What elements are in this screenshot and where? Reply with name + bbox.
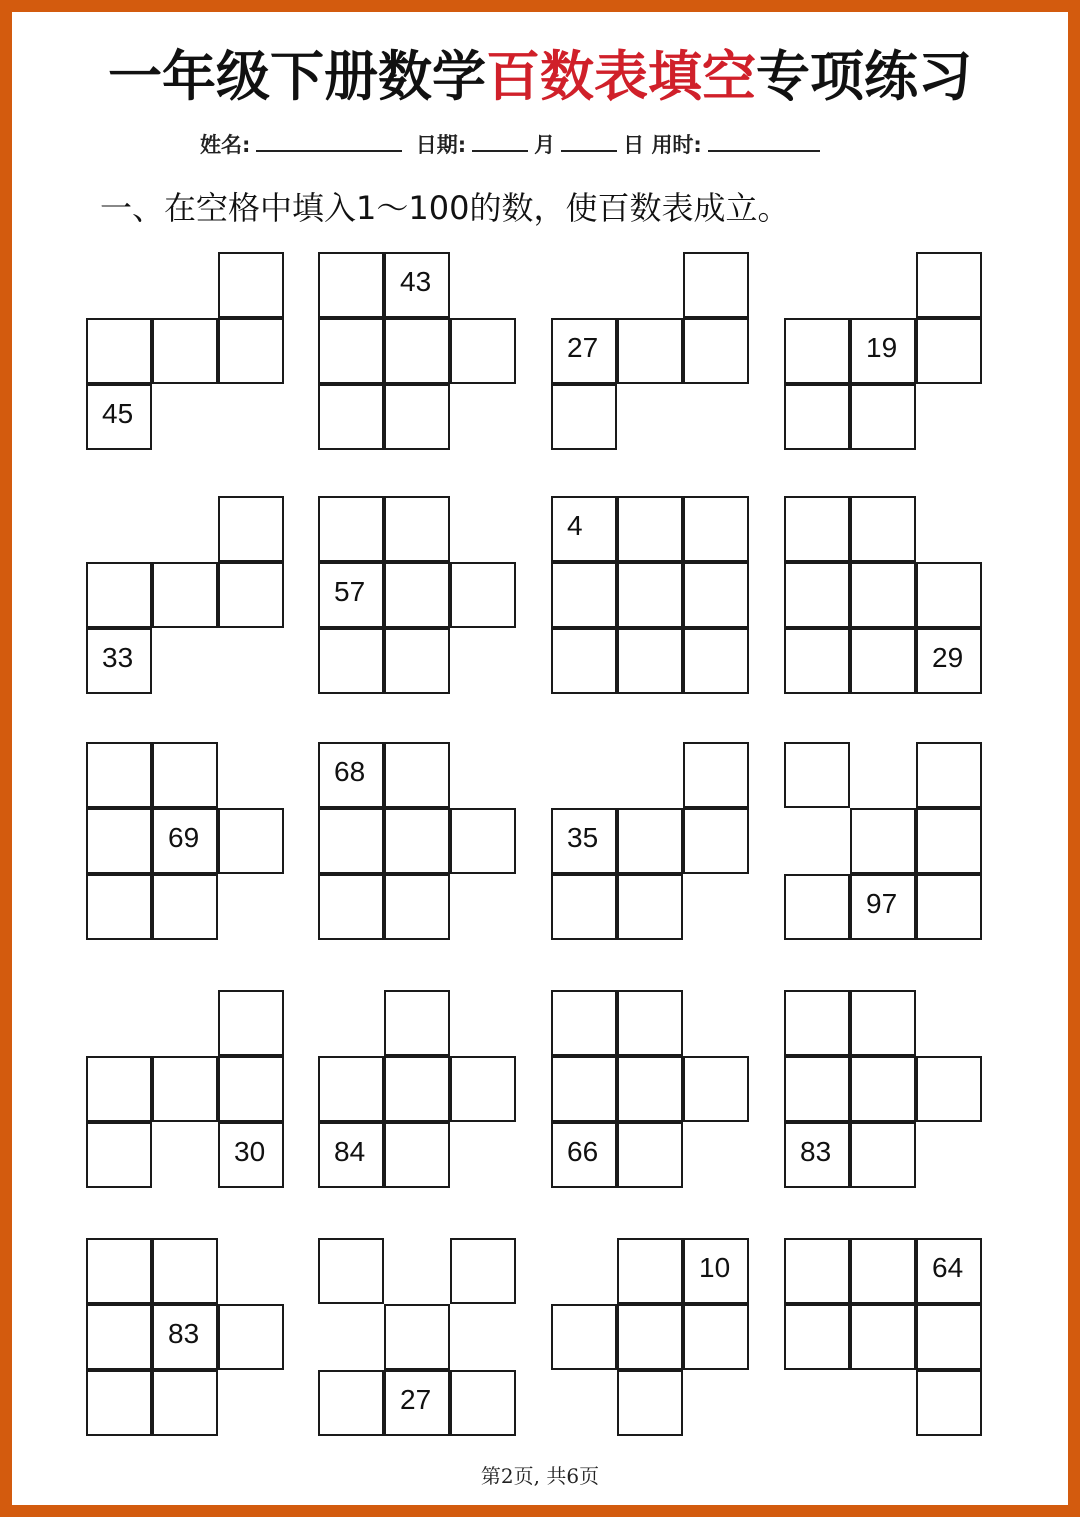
given-number: 69	[168, 822, 200, 853]
blank-answer-cell[interactable]	[450, 562, 516, 628]
blank-answer-cell[interactable]	[318, 1370, 384, 1436]
given-number-cell	[86, 384, 152, 450]
blank-answer-cell[interactable]	[617, 562, 683, 628]
blank-answer-cell[interactable]	[683, 742, 749, 808]
page-footer: 第2页, 共6页	[480, 1464, 600, 1488]
blank-answer-cell[interactable]	[617, 1238, 683, 1304]
blank-answer-cell[interactable]	[784, 318, 850, 384]
student-info-line	[200, 128, 826, 162]
blank-answer-cell[interactable]	[850, 496, 916, 562]
blank-answer-cell[interactable]	[218, 252, 284, 318]
blank-answer-cell[interactable]	[683, 252, 749, 318]
given-number-cell	[218, 1122, 284, 1188]
given-number-cell	[86, 628, 152, 694]
blank-answer-cell[interactable]	[384, 990, 450, 1056]
day-blank[interactable]	[561, 128, 617, 152]
given-number-cell	[384, 1370, 450, 1436]
month-label: 月	[534, 133, 556, 157]
blank-answer-cell[interactable]	[551, 628, 617, 694]
name-blank[interactable]	[256, 128, 402, 152]
given-number: 57	[334, 576, 366, 607]
blank-answer-cell[interactable]	[850, 1238, 916, 1304]
blank-answer-cell[interactable]	[784, 990, 850, 1056]
given-number-cell	[551, 808, 617, 874]
blank-answer-cell[interactable]	[617, 1370, 683, 1436]
blank-answer-cell[interactable]	[850, 562, 916, 628]
blank-answer-cell[interactable]	[86, 1370, 152, 1436]
blank-answer-cell[interactable]	[318, 496, 384, 562]
blank-answer-cell[interactable]	[152, 1238, 218, 1304]
blank-answer-cell[interactable]	[152, 1056, 218, 1122]
blank-answer-cell[interactable]	[850, 384, 916, 450]
blank-answer-cell[interactable]	[916, 1304, 982, 1370]
blank-answer-cell[interactable]	[617, 874, 683, 940]
given-number-cell	[318, 742, 384, 808]
given-number-cell	[784, 1122, 850, 1188]
given-number: 33	[102, 642, 134, 673]
blank-answer-cell[interactable]	[450, 1370, 516, 1436]
given-number: 35	[567, 822, 599, 853]
blank-answer-cell[interactable]	[86, 562, 152, 628]
blank-answer-cell[interactable]	[784, 874, 850, 940]
blank-answer-cell[interactable]	[850, 990, 916, 1056]
blank-answer-cell[interactable]	[551, 1056, 617, 1122]
blank-answer-cell[interactable]	[551, 990, 617, 1056]
blank-answer-cell[interactable]	[450, 1056, 516, 1122]
blank-answer-cell[interactable]	[384, 1056, 450, 1122]
given-number: 29	[932, 642, 964, 673]
blank-answer-cell[interactable]	[683, 318, 749, 384]
blank-answer-cell[interactable]	[683, 1056, 749, 1122]
blank-answer-cell[interactable]	[784, 384, 850, 450]
blank-answer-cell[interactable]	[551, 1304, 617, 1370]
blank-answer-cell[interactable]	[218, 1056, 284, 1122]
blank-answer-cell[interactable]	[784, 1056, 850, 1122]
title-part-3: 专项练习	[756, 45, 972, 108]
day-label: 日	[623, 133, 645, 157]
blank-answer-cell[interactable]	[218, 318, 284, 384]
given-number-cell	[152, 808, 218, 874]
blank-answer-cell[interactable]	[86, 318, 152, 384]
given-number-cell	[318, 562, 384, 628]
blank-answer-cell[interactable]	[916, 318, 982, 384]
given-number: 30	[234, 1136, 266, 1167]
blank-answer-cell[interactable]	[784, 628, 850, 694]
blank-answer-cell[interactable]	[617, 1056, 683, 1122]
blank-answer-cell[interactable]	[318, 1238, 384, 1304]
title-part-1: 一年级下册数学	[108, 45, 486, 108]
given-number: 83	[800, 1136, 832, 1167]
blank-answer-cell[interactable]	[218, 562, 284, 628]
blank-answer-cell[interactable]	[384, 742, 450, 808]
given-number-cell	[683, 1238, 749, 1304]
blank-answer-cell[interactable]	[318, 808, 384, 874]
blank-answer-cell[interactable]	[916, 874, 982, 940]
blank-answer-cell[interactable]	[916, 742, 982, 808]
blank-answer-cell[interactable]	[384, 628, 450, 694]
given-number: 4	[567, 510, 583, 541]
time-label: 用时:	[651, 133, 702, 157]
given-number-cell	[318, 1122, 384, 1188]
blank-answer-cell[interactable]	[916, 808, 982, 874]
blank-answer-cell[interactable]	[683, 496, 749, 562]
blank-answer-cell[interactable]	[683, 808, 749, 874]
date-label: 日期:	[415, 133, 467, 157]
blank-answer-cell[interactable]	[617, 628, 683, 694]
given-number-cell	[551, 496, 617, 562]
blank-answer-cell[interactable]	[218, 990, 284, 1056]
worksheet-title	[0, 40, 1080, 114]
given-number: 97	[866, 888, 898, 919]
blank-answer-cell[interactable]	[916, 562, 982, 628]
given-number-cell	[850, 874, 916, 940]
given-number: 83	[168, 1318, 200, 1349]
blank-answer-cell[interactable]	[384, 318, 450, 384]
blank-answer-cell[interactable]	[551, 874, 617, 940]
given-number: 84	[334, 1136, 366, 1167]
blank-answer-cell[interactable]	[152, 742, 218, 808]
given-number: 64	[932, 1252, 964, 1283]
blank-answer-cell[interactable]	[850, 808, 916, 874]
blank-answer-cell[interactable]	[86, 1238, 152, 1304]
blank-answer-cell[interactable]	[86, 1056, 152, 1122]
blank-answer-cell[interactable]	[551, 384, 617, 450]
blank-answer-cell[interactable]	[86, 808, 152, 874]
blank-answer-cell[interactable]	[384, 496, 450, 562]
given-number-cell	[850, 318, 916, 384]
blank-answer-cell[interactable]	[384, 1122, 450, 1188]
blank-answer-cell[interactable]	[617, 318, 683, 384]
blank-answer-cell[interactable]	[152, 874, 218, 940]
blank-answer-cell[interactable]	[318, 384, 384, 450]
blank-answer-cell[interactable]	[86, 874, 152, 940]
blank-answer-cell[interactable]	[450, 318, 516, 384]
blank-answer-cell[interactable]	[152, 1370, 218, 1436]
given-number-cell	[916, 628, 982, 694]
given-number-cell	[916, 1238, 982, 1304]
blank-answer-cell[interactable]	[850, 628, 916, 694]
blank-answer-cell[interactable]	[86, 1122, 152, 1188]
blank-answer-cell[interactable]	[784, 1238, 850, 1304]
blank-answer-cell[interactable]	[916, 252, 982, 318]
blank-answer-cell[interactable]	[218, 496, 284, 562]
blank-answer-cell[interactable]	[86, 742, 152, 808]
blank-answer-cell[interactable]	[916, 1370, 982, 1436]
given-number: 19	[866, 332, 898, 363]
blank-answer-cell[interactable]	[384, 562, 450, 628]
title-highlight: 百数表填空	[486, 45, 756, 108]
given-number-cell	[551, 318, 617, 384]
blank-answer-cell[interactable]	[318, 874, 384, 940]
name-label: 姓名:	[200, 133, 251, 157]
blank-answer-cell[interactable]	[617, 808, 683, 874]
blank-answer-cell[interactable]	[617, 496, 683, 562]
given-number: 66	[567, 1136, 599, 1167]
given-number-cell	[152, 1304, 218, 1370]
blank-answer-cell[interactable]	[384, 1304, 450, 1370]
blank-answer-cell[interactable]	[850, 1304, 916, 1370]
given-number: 43	[400, 266, 432, 297]
given-number: 27	[567, 332, 599, 363]
time-blank[interactable]	[708, 128, 820, 152]
blank-answer-cell[interactable]	[784, 496, 850, 562]
blank-answer-cell[interactable]	[916, 1056, 982, 1122]
blank-answer-cell[interactable]	[850, 1056, 916, 1122]
blank-answer-cell[interactable]	[218, 1304, 284, 1370]
given-number-cell	[384, 252, 450, 318]
instruction-text: 一、在空格中填入1～100的数，使百数表成立。	[100, 189, 790, 227]
blank-answer-cell[interactable]	[617, 990, 683, 1056]
blank-answer-cell[interactable]	[784, 742, 850, 808]
blank-answer-cell[interactable]	[784, 562, 850, 628]
blank-answer-cell[interactable]	[683, 1304, 749, 1370]
blank-answer-cell[interactable]	[784, 1304, 850, 1370]
blank-answer-cell[interactable]	[384, 874, 450, 940]
blank-answer-cell[interactable]	[318, 252, 384, 318]
given-number: 27	[400, 1384, 432, 1415]
month-blank[interactable]	[472, 128, 528, 152]
blank-answer-cell[interactable]	[318, 318, 384, 384]
blank-answer-cell[interactable]	[683, 628, 749, 694]
given-number-cell	[551, 1122, 617, 1188]
blank-answer-cell[interactable]	[384, 384, 450, 450]
blank-answer-cell[interactable]	[450, 808, 516, 874]
blank-answer-cell[interactable]	[850, 1122, 916, 1188]
blank-answer-cell[interactable]	[551, 562, 617, 628]
blank-answer-cell[interactable]	[86, 1304, 152, 1370]
blank-answer-cell[interactable]	[617, 1304, 683, 1370]
blank-answer-cell[interactable]	[218, 808, 284, 874]
blank-answer-cell[interactable]	[617, 1122, 683, 1188]
blank-answer-cell[interactable]	[152, 318, 218, 384]
given-number: 45	[102, 398, 134, 429]
blank-answer-cell[interactable]	[152, 562, 218, 628]
blank-answer-cell[interactable]	[384, 808, 450, 874]
given-number: 10	[699, 1252, 731, 1283]
blank-answer-cell[interactable]	[318, 628, 384, 694]
blank-answer-cell[interactable]	[450, 1238, 516, 1304]
blank-answer-cell[interactable]	[318, 1056, 384, 1122]
given-number: 68	[334, 756, 366, 787]
blank-answer-cell[interactable]	[683, 562, 749, 628]
